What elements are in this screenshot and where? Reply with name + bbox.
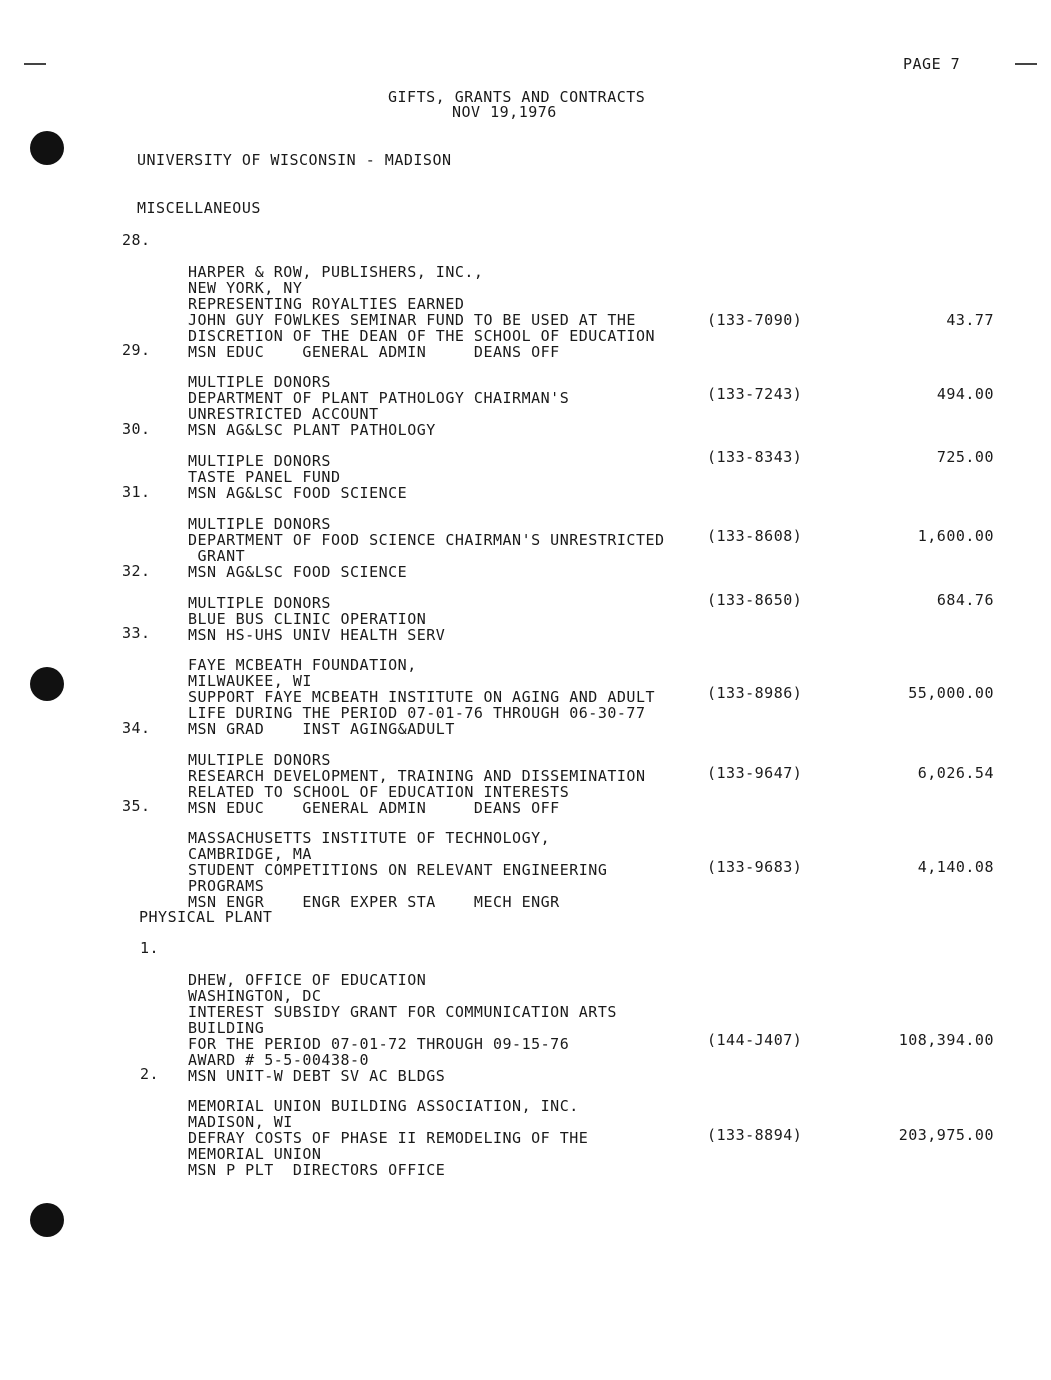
account-number: (133-7090) <box>707 311 803 329</box>
entry-number: 1. <box>140 939 160 957</box>
amount: 494.00 <box>936 385 994 403</box>
entry-text: HARPER & ROW, PUBLISHERS, INC., NEW YORK, NY REPRESENTING ROYALTIES EARNED JOHN GUY FOWLKES SEMINAR FUND TO BE USED AT THE DISCRETION OF THE DEAN OF THE SCHOOL OF EDUCATION MSN EDUC GENERAL ADMIN DEANS OFF <box>188 263 656 361</box>
amount: 108,394.00 <box>898 1031 994 1049</box>
section-heading-miscellaneous: MISCELLANEOUS <box>137 199 261 217</box>
amount: 43.77 <box>946 311 994 329</box>
entry-text: FAYE MCBEATH FOUNDATION, MILWAUKEE, WI SUPPORT FAYE MCBEATH INSTITUTE ON AGING AND ADULT LIFE DURING THE PERIOD 07-01-76 THROUGH 06-30-77 MSN GRAD INST AGING&ADULT <box>188 656 656 738</box>
entry-number: 30. <box>122 420 151 438</box>
entry-number: 2. <box>140 1065 160 1083</box>
binder-hole-middle <box>30 667 64 701</box>
binder-hole-top <box>30 131 64 165</box>
institution-name: UNIVERSITY OF WISCONSIN - MADISON <box>137 151 452 169</box>
account-number: (133-7243) <box>707 385 803 403</box>
entry-number: 33. <box>122 624 151 642</box>
scan-mark <box>1015 63 1037 65</box>
account-number: (133-8650) <box>707 591 803 609</box>
entry-text: MULTIPLE DONORS BLUE BUS CLINIC OPERATION MSN HS-UHS UNIV HEALTH SERV <box>188 594 446 644</box>
account-number: (133-8894) <box>707 1126 803 1144</box>
account-number: (133-9647) <box>707 764 803 782</box>
entry-text: MULTIPLE DONORS DEPARTMENT OF PLANT PATHOLOGY CHAIRMAN'S UNRESTRICTED ACCOUNT MSN AG&LSC PLANT PATHOLOGY <box>188 373 570 439</box>
entry-number: 29. <box>122 341 151 359</box>
entry-text: DHEW, OFFICE OF EDUCATION WASHINGTON, DC INTEREST SUBSIDY GRANT FOR COMMUNICATION ARTS BUILDING FOR THE PERIOD 07-01-72 THROUGH 09-15-76 AWARD # 5-5-00438-0 MSN UNIT-W DEBT SV AC BLDGS <box>188 971 617 1085</box>
amount: 55,000.00 <box>908 684 994 702</box>
entry-text: MULTIPLE DONORS TASTE PANEL FUND MSN AG&LSC FOOD SCIENCE <box>188 452 408 502</box>
amount: 684.76 <box>936 591 994 609</box>
report-date: NOV 19,1976 <box>452 103 557 121</box>
entry-number: 28. <box>122 231 151 249</box>
entry-text: MULTIPLE DONORS DEPARTMENT OF FOOD SCIENCE CHAIRMAN'S UNRESTRICTED GRANT MSN AG&LSC FOOD SCIENCE <box>188 515 665 581</box>
amount: 725.00 <box>936 448 994 466</box>
account-number: (133-8608) <box>707 527 803 545</box>
binder-hole-bottom <box>30 1203 64 1237</box>
amount: 6,026.54 <box>917 764 994 782</box>
amount: 1,600.00 <box>917 527 994 545</box>
account-number: (133-8986) <box>707 684 803 702</box>
report-title: GIFTS, GRANTS AND CONTRACTS <box>388 88 646 106</box>
entry-number: 35. <box>122 797 151 815</box>
entry-text: MULTIPLE DONORS RESEARCH DEVELOPMENT, TRAINING AND DISSEMINATION RELATED TO SCHOOL OF EDUCATION INTERESTS MSN EDUC GENERAL ADMIN DEANS OFF <box>188 751 646 817</box>
entry-number: 31. <box>122 483 151 501</box>
account-number: (133-9683) <box>707 858 803 876</box>
account-number: (133-8343) <box>707 448 803 466</box>
page-number: PAGE 7 <box>903 55 961 73</box>
entry-text: MEMORIAL UNION BUILDING ASSOCIATION, INC. MADISON, WI DEFRAY COSTS OF PHASE II REMODELING OF THE MEMORIAL UNION MSN P PLT DIRECTORS OFFICE <box>188 1097 589 1179</box>
scan-mark <box>24 63 46 65</box>
entry-number: 34. <box>122 719 151 737</box>
amount: 4,140.08 <box>917 858 994 876</box>
section-heading-physical-plant: PHYSICAL PLANT <box>139 908 273 926</box>
entry-text: MASSACHUSETTS INSTITUTE OF TECHNOLOGY, CAMBRIDGE, MA STUDENT COMPETITIONS ON RELEVANT ENGINEERING PROGRAMS MSN ENGR ENGR EXPER STA MECH ENGR <box>188 829 608 911</box>
account-number: (144-J407) <box>707 1031 803 1049</box>
amount: 203,975.00 <box>898 1126 994 1144</box>
entry-number: 32. <box>122 562 151 580</box>
